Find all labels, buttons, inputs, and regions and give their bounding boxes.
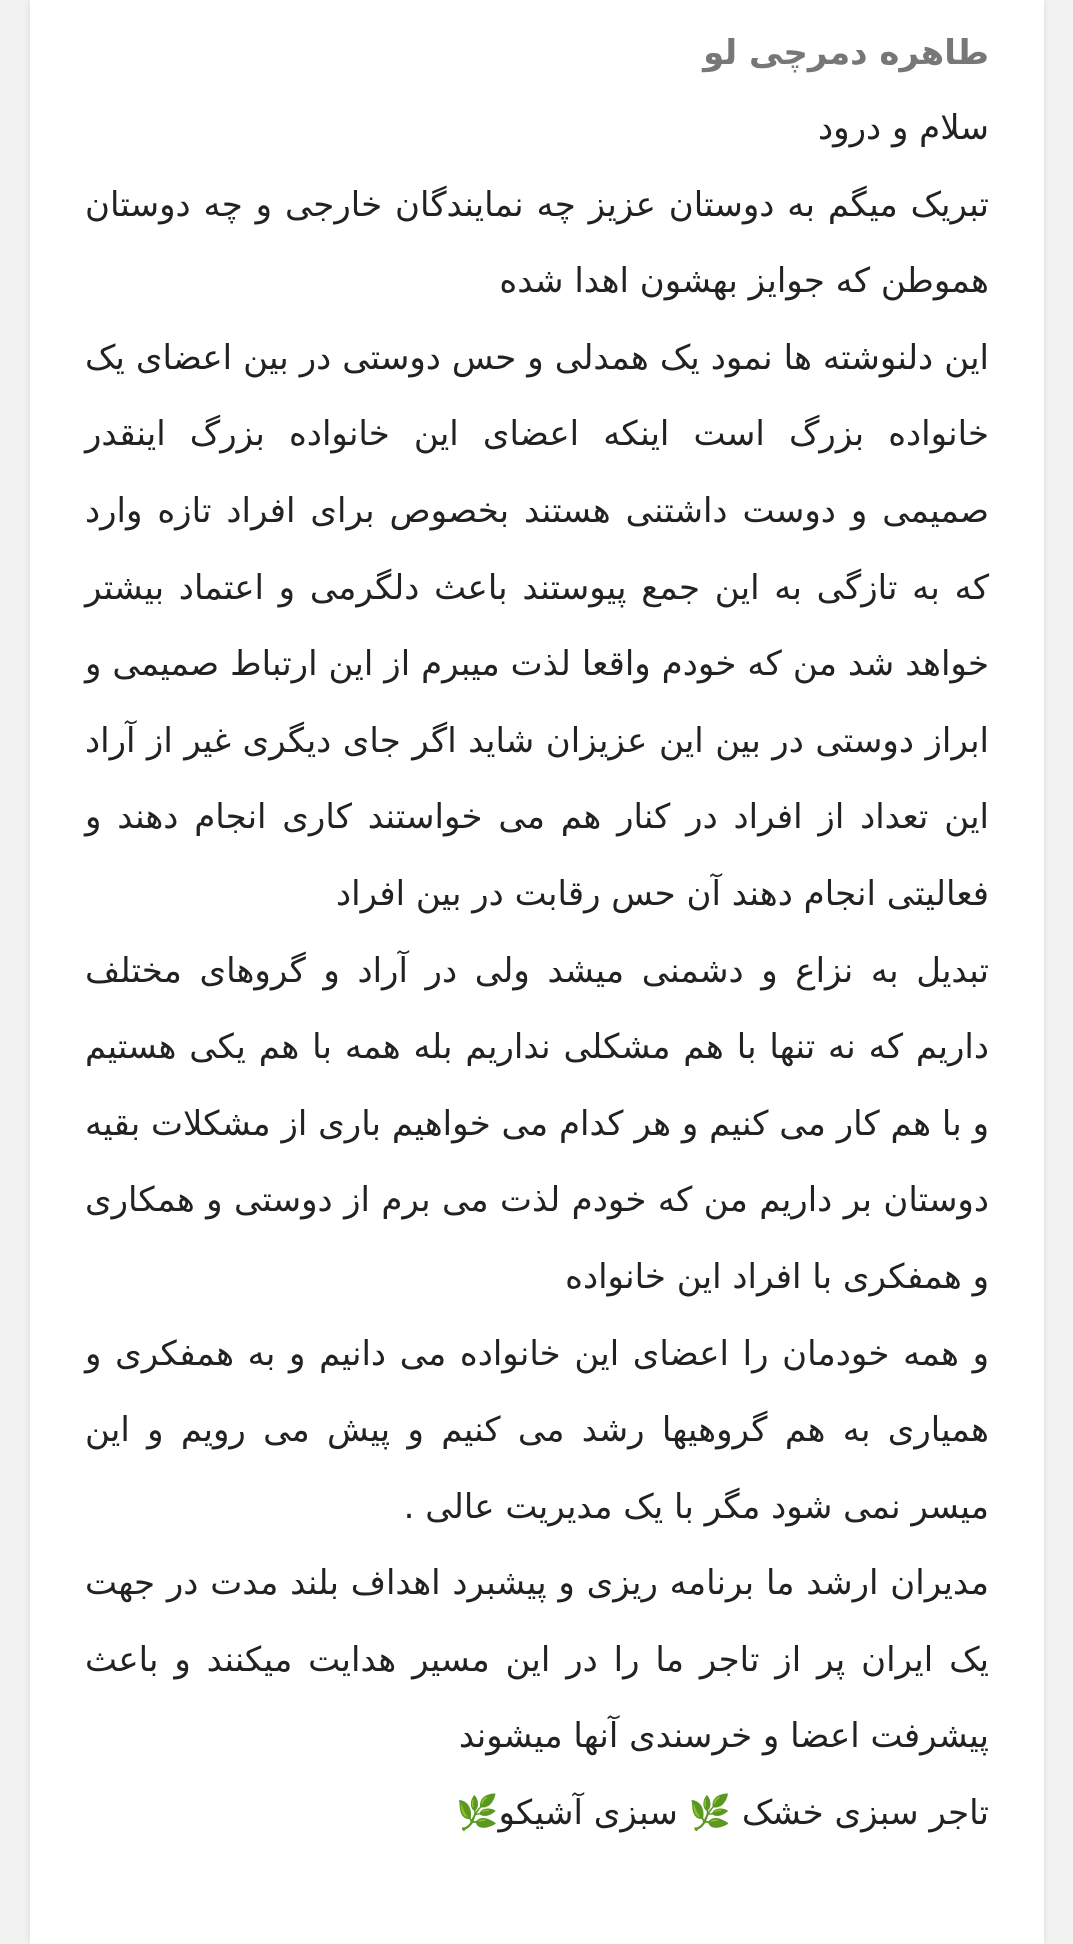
- paragraph-groups: تبدیل به نزاع و دشمنی میشد ولی در آراد و گروهای مختلف داریم که نه تنها با هم مشکلی نداریم بله همه با هم یکی هستیم و با هم کار می کنیم و هر کدام می خواهیم باری از مشکلات بقیه دوستان بر داریم من که خودم لذت می برم از دوستی و همکاری و همفکری با افراد این خانواده: [85, 950, 989, 1297]
- paragraph-congrats: تبریک میگم به دوستان عزیز چه نمایندگان خارجی و چه دوستان هموطن که جوایز بهشون اهدا شده: [85, 184, 989, 302]
- paragraph-greeting: سلام و درود: [818, 108, 989, 148]
- paragraph-management: مدیران ارشد ما برنامه ریزی و پیشبرد اهداف بلند مدت در جهت یک ایران پر از تاجر ما را در این مسیر هدایت میکنند و باعث پیشرفت اعضا و خرسندی آنها میشوند: [85, 1563, 989, 1757]
- signature-line: [85, 1775, 989, 1852]
- paragraph-family: این دلنوشته ها نمود یک همدلی و حس دوستی در بین اعضای یک خانواده بزرگ است اینکه اعضای این خانواده بزرگ اینقدر صمیمی و دوست داشتنی هستند بخصوص برای افراد تازه وارد که به تازگی به این جمع پیوستند باعث دلگرمی و اعتماد بیشتر خواهد شد من که خودم واقعا لذت میبرم از این ارتباط صمیمی و ابراز دوستی در بین این عزیزان شاید اگر جای دیگری غیر از آراد این تعداد از افراد در کنار هم می خواستند کاری انجام دهند و فعالیتی انجام دهند آن حس رقابت در بین افراد: [85, 337, 989, 914]
- signature-part1: تاجر سبزی خشک: [741, 1793, 989, 1834]
- post-body: [85, 16, 989, 1852]
- leaf-icon: 🌿: [456, 1793, 499, 1834]
- paragraph-cooperation: و همه خودمان را اعضای این خانواده می دانیم و به همفکری و همیاری به هم گروهیها رشد می کنیم و پیش می رویم و این میسر نمی شود مگر با یک مدیریت عالی .: [85, 1333, 989, 1527]
- post-card: [30, 0, 1044, 1944]
- leaf-icon: 🌿: [688, 1793, 732, 1834]
- author-name[interactable]: طاهره دمرچی لو: [703, 33, 989, 73]
- signature-part2: سبزی آشیکو: [498, 1793, 678, 1834]
